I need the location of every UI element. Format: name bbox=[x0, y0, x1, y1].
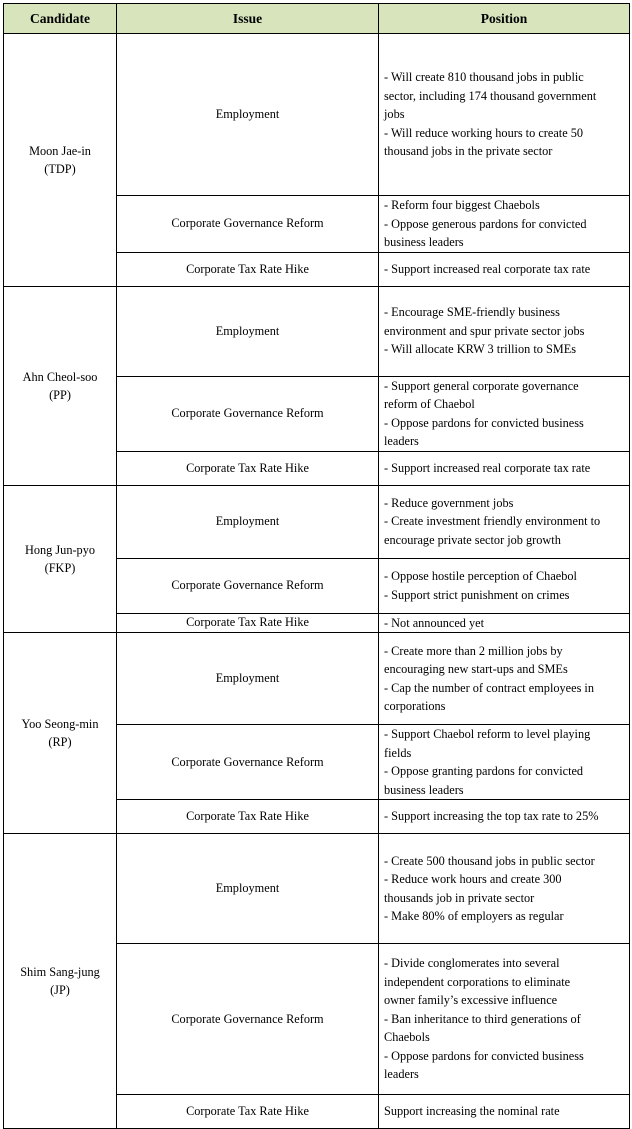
issue-cell: Corporate Governance Reform bbox=[117, 196, 379, 253]
position-line: - Will reduce working hours to create 50 bbox=[384, 125, 584, 140]
position-line: owner family’s excessive influence bbox=[384, 993, 558, 1008]
position-cell bbox=[379, 286, 630, 376]
position-line: Support increasing the nominal rate bbox=[384, 1104, 560, 1119]
position-line: Chaebols bbox=[384, 1030, 430, 1045]
position-cell bbox=[379, 725, 630, 800]
candidate-cell bbox=[4, 834, 117, 1129]
candidate-name: Shim Sang-jung bbox=[20, 965, 100, 979]
header-candidate: Candidate bbox=[4, 4, 117, 34]
candidate-name: Hong Jun-pyo bbox=[24, 542, 96, 557]
position-line: - Support general corporate governance bbox=[384, 378, 579, 393]
table-row bbox=[4, 34, 630, 196]
position-line: - Encourage SME-friendly business bbox=[384, 305, 560, 320]
position-cell bbox=[379, 485, 630, 558]
candidate-cell bbox=[4, 34, 117, 287]
position-cell bbox=[379, 613, 630, 633]
issue-cell: Corporate Tax Rate Hike bbox=[117, 451, 379, 485]
position-line: - Support strict punishment on crimes bbox=[384, 587, 570, 602]
issue-cell: Corporate Governance Reform bbox=[117, 558, 379, 613]
candidate-positions-table bbox=[3, 3, 630, 1129]
position-cell bbox=[379, 834, 630, 944]
position-line: - Reduce government jobs bbox=[384, 495, 514, 510]
candidate-party: (TDP) bbox=[44, 161, 76, 176]
position-line: business leaders bbox=[384, 782, 464, 797]
position-cell bbox=[379, 196, 630, 253]
position-line: - Not announced yet bbox=[384, 615, 485, 630]
candidate-party: (PP) bbox=[49, 387, 71, 402]
issue-cell: Corporate Tax Rate Hike bbox=[117, 800, 379, 834]
position-line: - Support increasing the top tax rate to 25% bbox=[384, 809, 599, 824]
table-body bbox=[4, 34, 630, 1129]
issue-cell: Employment bbox=[117, 834, 379, 944]
issue-cell: Corporate Tax Rate Hike bbox=[117, 252, 379, 286]
issue-cell: Corporate Governance Reform bbox=[117, 376, 379, 451]
position-line: reform of Chaebol bbox=[384, 397, 475, 411]
candidate-name: Moon Jae-in bbox=[29, 143, 91, 158]
table-row bbox=[4, 633, 630, 725]
position-line: independent corporations to eliminate bbox=[384, 974, 571, 989]
position-line: - Oppose pardons for convicted business bbox=[384, 415, 584, 430]
issue-cell: Employment bbox=[117, 34, 379, 196]
issue-cell: Employment bbox=[117, 286, 379, 376]
position-line: - Oppose pardons for convicted business bbox=[384, 1048, 584, 1063]
position-line: environment and spur private sector jobs bbox=[384, 323, 585, 338]
table-row bbox=[4, 834, 630, 944]
position-line: thousands job in private sector bbox=[384, 890, 535, 905]
issue-cell: Corporate Governance Reform bbox=[117, 725, 379, 800]
position-line: - Reform four biggest Chaebols bbox=[384, 198, 540, 212]
position-line: - Cap the number of contract employees in bbox=[384, 680, 595, 695]
candidate-cell bbox=[4, 485, 117, 633]
candidate-name: Yoo Seong-min bbox=[21, 717, 99, 731]
position-line: jobs bbox=[384, 107, 405, 122]
position-cell bbox=[379, 252, 630, 286]
position-cell bbox=[379, 376, 630, 451]
position-line: - Oppose granting pardons for convicted bbox=[384, 764, 584, 778]
table-row bbox=[4, 286, 630, 376]
position-line: - Support increased real corporate tax rate bbox=[384, 460, 591, 475]
position-cell bbox=[379, 633, 630, 725]
header-position: Position bbox=[379, 4, 630, 34]
position-line: - Support increased real corporate tax rate bbox=[384, 261, 591, 276]
header-row bbox=[4, 4, 630, 34]
position-cell bbox=[379, 558, 630, 613]
position-line: thousand jobs in the private sector bbox=[384, 144, 553, 159]
issue-cell: Corporate Governance Reform bbox=[117, 944, 379, 1095]
candidate-cell bbox=[4, 633, 117, 834]
position-line: - Will allocate KRW 3 trillion to SMEs bbox=[384, 342, 577, 357]
candidate-party: (FKP) bbox=[44, 560, 76, 575]
position-line: encourage private sector job growth bbox=[384, 532, 561, 547]
issue-cell: Corporate Tax Rate Hike bbox=[117, 1095, 379, 1129]
position-line: - Support Chaebol reform to level playing bbox=[384, 727, 591, 741]
position-line: corporations bbox=[384, 699, 446, 713]
position-line: - Will create 810 thousand jobs in public bbox=[384, 70, 584, 85]
issue-cell: Corporate Tax Rate Hike bbox=[117, 613, 379, 633]
position-line: - Create investment friendly environment to bbox=[384, 514, 601, 529]
position-cell bbox=[379, 800, 630, 834]
position-cell bbox=[379, 451, 630, 485]
position-line: - Make 80% of employers as regular bbox=[384, 909, 564, 923]
candidate-name: Ahn Cheol-soo bbox=[22, 369, 98, 384]
position-cell bbox=[379, 1095, 630, 1129]
position-line: - Reduce work hours and create 300 bbox=[384, 872, 562, 886]
issue-cell: Employment bbox=[117, 485, 379, 558]
position-cell bbox=[379, 34, 630, 196]
position-line: business leaders bbox=[384, 235, 464, 249]
position-line: - Divide conglomerates into several bbox=[384, 956, 560, 971]
position-line: - Ban inheritance to third generations of bbox=[384, 1011, 581, 1026]
header-issue: Issue bbox=[117, 4, 379, 34]
position-line: fields bbox=[384, 745, 412, 760]
table-row bbox=[4, 485, 630, 558]
candidate-party: (RP) bbox=[48, 735, 72, 749]
position-line: encouraging new start-ups and SMEs bbox=[384, 662, 568, 676]
position-line: sector, including 174 thousand government bbox=[384, 88, 597, 103]
position-line: - Create more than 2 million jobs by bbox=[384, 643, 563, 658]
position-line: leaders bbox=[384, 434, 419, 448]
issue-cell: Employment bbox=[117, 633, 379, 725]
position-line: - Oppose generous pardons for convicted bbox=[384, 216, 587, 231]
position-line: - Oppose hostile perception of Chaebol bbox=[384, 569, 577, 583]
candidate-party: (JP) bbox=[50, 983, 70, 997]
position-cell bbox=[379, 944, 630, 1095]
position-line: leaders bbox=[384, 1067, 419, 1082]
position-line: - Create 500 thousand jobs in public sector bbox=[384, 853, 595, 868]
candidate-cell bbox=[4, 286, 117, 485]
